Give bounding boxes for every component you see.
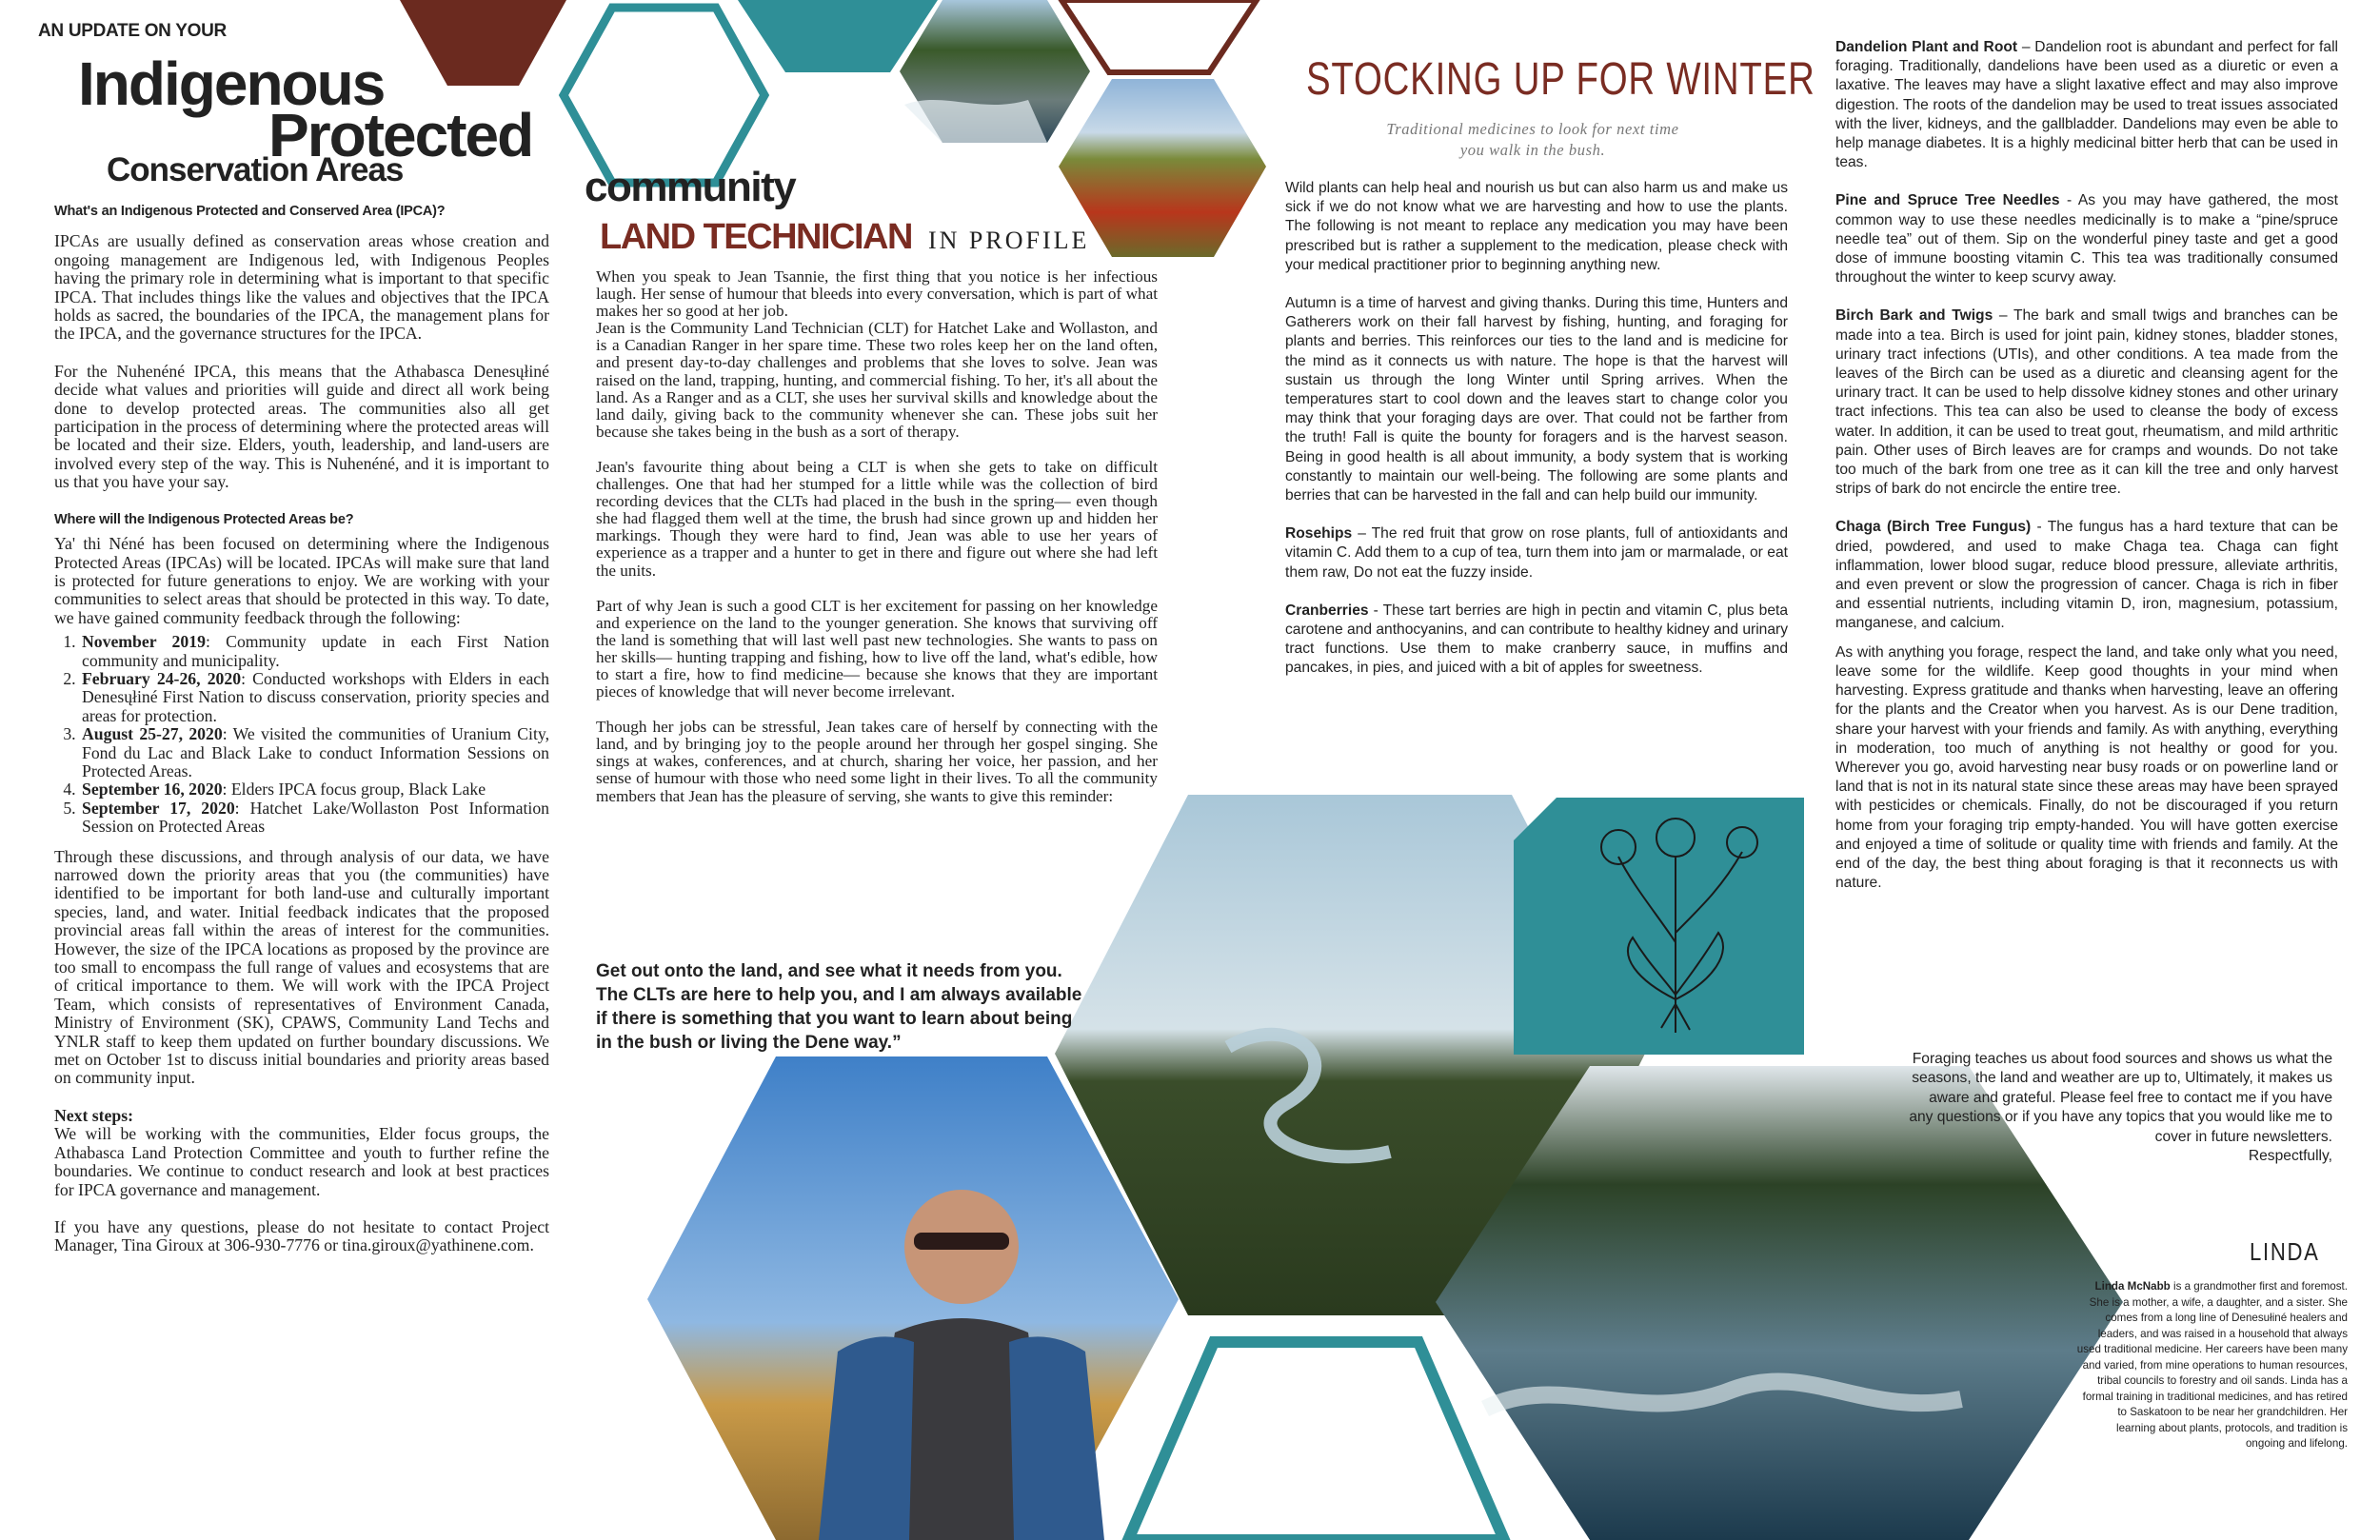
event-text: : Conducted workshops with Elders in each Denesųłiné First Nation to discuss conservation, priority species and areas for protection. [82,668,549,725]
event-text: : Hatchet Lake/Wollaston Post Information Session on Protected Areas [82,798,550,837]
paragraph: As with anything you forage, respect the land, and take only what you need, leave some for the wildlife. Keep good thoughts in your mind when harvesting. Express gratitude and thanks when harvesting, leave an offering for the plants and the Creator when you harvest. As is our Dene tradition, share your harvest with your friends and family. As with anything, everything in moderation, too much of anything is not healthy or good for you. Wherever you go, avoid harvesting near busy roads or on powerline land or land that is not in its natural state since these areas may have been sprayed with pesticides or chemicals. Finally, do not be discouraged if you return home from your foraging trip empty-handed. You will have gotten exercise and enjoyed a time of solitude or quality time with friends and family. At the end of the day, the best thing about foraging is that it reconnects us with nature. [1835,643,2338,892]
paragraph: Autumn is a time of harvest and giving thanks. During this time, Hunters and Gatherers work on their fall harvest by fishing, hunting, and foraging for plants and berries. This reinforces our ties to the land and is medicine for the mind as it connects us with nature. The hope is that the harvest will sustain us through the long Winter until Spring arrives. When the temperatures start to cool down and the leaves start to change color you may think that your foraging days are over. That could not be farther from the truth! Fall is quite the bounty for foragers and is the harvest season. Being in good health is all about immunity, a body system that is working constantly to maintain our well-being. The following are some plants and berries that can be harvested in the fall and can help build our immunity. [1285,295,1788,504]
signature: LINDA [2249,1237,2320,1266]
plant-text: - As you may have gathered, the most common way to use these needles medicinally is to make a “pine/spruce needle tea” out of them. Sip on the wonderful piney taste and get a good dose of immune boosting vitamin C. This tea was traditionally consumed throughout the winter to keep scurvy away. [1835,192,2338,286]
paragraph: Wild plants can help heal and nourish us but can also harm us and make us sick if we do not know what we are harvesting and how to use the plants. The following is not meant to replace any medication you may have been prescribed but is rather a supplement to the medication, please check with your medical practitioner prior to beginning anything new. [1285,180,1788,273]
event-text: : We visited the communities of Uranium City, Fond du Lac and Black Lake to conduct Information Sessions on Protected Areas. [82,724,549,780]
kicker: AN UPDATE ON YOUR [38,21,227,41]
section-heading: Where will the Indigenous Protected Areas be? [54,511,354,527]
paragraph: Jean's favourite thing about being a CLT is when she gets to take on difficult challenges. One that had her stumped for a little while was the collection of bird recording devices that the CLTs had placed in the bush in the spring— even though she had flagged them well at the time, the brush had since grown up and hidden her markings. Though they were hard to find, Jean was able to use her years of experience as a trapper and a hunter to get in there and figure out where she had left the units. [596,457,1158,580]
plant-text: - These tart berries are high in pectin and vitamin C, plus beta carotene and anthocyanins, and can contribute to healthy kidney and urinary tract functions. Use them to make cranberry sauce, in muffins and pancakes, in pies, and juiced with a bit of apples for sweetness. [1285,602,1788,677]
author-bio [2075,1279,2348,1452]
paragraph: Jean is the Community Land Technician (CLT) for Hatchet Lake and Wollaston, and is a Canadian Ranger in her spare time. These two roles keep her on the land often, and present day-to-day challenges and problems that she loves to solve. Jean was raised on the land, trapping, hunting, and commercial fishing. To her, it's all about the land. As a Ranger and as a CLT, she uses her survival skills and knowledge about the land daily, giving back to the community whenever she can. These jobs suit her because she takes being in the bush as a sort of therapy. [596,319,1158,441]
dandelion-illustration-panel [1514,798,1804,1055]
events-list [54,633,549,836]
paragraph [1285,524,1788,582]
event-date: September 16, 2020 [82,780,223,800]
maroon-hexagon [400,0,566,86]
heading-community: community [585,164,796,210]
paragraph [1835,191,2338,287]
plant-text: - The fungus has a hard texture that can be dried, powdered, and used to make Chaga tea. Chaga can fight inflammation, lower blood sugar, reduce blood pressure, alleviate arthritis, and even prevent or slow the progression of cancer. Chaga is rich in fiber and essential nutrients, including vitamin D, iron, magnesium, potassium, manganese, and calcium. [1835,519,2338,632]
list-item [80,725,549,780]
paragraph: When you speak to Jean Tsannie, the first thing that you notice is her infectious laugh. Her sense of humour that bleeds into every conversation, which is part of what makes her so good at her job. [596,267,1158,321]
subheading-line: you walk in the bush. [1459,141,1606,159]
section-heading: Next steps: [54,1105,134,1125]
paragraph [1835,38,2338,172]
maroon-hexagon-outline [1061,0,1257,72]
teal-hexagon-outline-bottom [1128,1342,1504,1540]
heading-stocking-up: STOCKING UP FOR WINTER [1306,54,1815,105]
paragraph: IPCAs are usually defined as conservation areas whose creation and ongoing management are Indigenous led, with Indigenous Peoples having the primary role in determining what is important to that specific IPCA. That includes things like the values and objectives that the IPCA holds as sacred, the boundaries of the IPCA, the management plans for the IPCA, and the governance structures for the IPCA. [54,231,549,344]
closing-note [1904,1050,2332,1166]
subheading [1323,119,1742,161]
heading-in-profile: IN PROFILE [928,227,1090,254]
paragraph: Through these discussions, and through analysis of our data, we have narrowed down the priority areas that you (the communities) have identified to be important for both land-use and culturally important species, land, and water. Initial feedback indicates that the proposed provincial areas fall within the areas of interest for the communities. However, the size of the IPCA locations as proposed by the province are too small to encompass the full range of values and ecosystems that are of critical importance to them. We will work with the IPCA Project Team, which consists of representatives of Environment Canada, Ministry of Environment (SK), CPAWS, Community Land Techs and YNLR staff to keep them updated on further boundary discussions. We met on October 1st to discuss initial boundaries and priority areas based on community input. [54,846,549,1088]
author-bio-text: is a grandmother first and foremost. She is a mother, a wife, a daughter, and a sister. She comes from a long line of Denesułiné healers and leaders, and was raised in a household that always used traditional medicine. Her careers have been many and varied, from mine operations to human resources, tribal councils to forestry and oil sands. Linda has a formal training in traditional medicines, and has retired to Saskatoon to be near her grandchildren. Her learning about plants, protocols, and tradition is ongoing and lifelong. [2076,1280,2348,1450]
subheading-line: Traditional medicines to look for next time [1386,120,1679,138]
plant-name: Cranberries [1285,602,1369,619]
medicines-article [1835,38,2338,893]
plant-name: Birch Bark and Twigs [1835,307,1993,325]
autumn-landscape-photo [1059,79,1266,257]
paragraph: We will be working with the communities, Elder focus groups, the Athabasca Land Protection Committee and youth to further refine the boundaries. We continue to conduct research and look at best practices for IPCA governance and management. [54,1124,549,1199]
respectfully: Respectfully, [2248,1148,2332,1165]
event-date: August 25-27, 2020 [82,724,223,744]
plant-name: Dandelion Plant and Root [1835,39,2018,55]
list-item [80,800,549,837]
paragraph: If you have any questions, please do not hesitate to contact Project Manager, Tina Giroux at 306-930-7776 or tina.giroux@yathinene.com. [54,1216,549,1255]
list-item [80,780,549,799]
list-item [80,670,549,725]
clt-profile-article [596,268,1158,805]
teal-hexagon-outline [564,8,764,183]
title-conservation-areas: Conservation Areas [107,151,404,188]
paragraph [1835,518,2338,633]
plant-name: Pine and Spruce Tree Needles [1835,192,2060,209]
plant-text: – The bark and small twigs and branches can be made into a tea. Birch is used for joint pain, kidney stones, bladder stones, urinary tract infections (UTIs), and other conditions. A tea made from the leaves of the Birch can be used as a diuretic and cleansing agent for the urinary tract. It can be used to help dissolve kidney stones and other urinary tract infections. This tea can also be used to cleanse the body of excess water. In addition, it can be used to treat gout, rheumatism, and mild arthritic pain. Other uses of Birch leaves are for cramps and wounds. Do not take too much of the bark from one tree as it can kill the tree and only harvest strips of bark do not encircle the entire tree. [1835,307,2338,498]
paragraph: For the Nuhenéné IPCA, this means that the Athabasca Denesųłiné decide what values and priorities will guide and direct all work being done to develop protected areas. The communities also all get participation in the process of determining where the protected areas will be located and their size. Elders, youth, leadership, and land-users are involved every step of the way. This is Nuhenéné, and it is important to us that you have your say. [54,361,549,492]
plant-text: – The red fruit that grow on rose plants, full of antioxidants and vitamin C. Add them to a cup of tea, turn them into jam or marmalade, or eat them raw, Do not eat the fuzzy inside. [1285,525,1788,581]
closing-text: Foraging teaches us about food sources and shows us what the seasons, the land and weather are up to, Ultimately, it makes us aware and grateful. Please feel free to contact me if you have any questions or if you have any topics that you would like me to cover in future newsletters. [1909,1051,2332,1145]
heading-land-technician: LAND TECHNICIAN [600,217,912,257]
plant-text: – Dandelion root is abundant and perfect for fall foraging. Traditionally, dandelions have been used as a diuretic or even a laxative. The leaves may have a slight laxative effect and may also improve digestion. The roots of the dandelion may be used to treat issues associated with the liver, kidneys, and the gallbladder. Dandelions may even be able to help manage diabetes. It is a highly medicinal bitter herb that can be used in teas. [1835,39,2338,171]
paragraph: Part of why Jean is such a good CLT is her excitement for passing on her knowledge and experience on the land to the younger generation. She knows that surviving off the land is something that will last well past new technologies. She wants to pass on her skills— hunting trapping and fishing, how to live off the land, what's edible, how to start a fire, how to find medicine— because she knows that they are important pieces of knowledge that will never become irrelevant. [596,596,1158,701]
paragraph [1285,602,1788,679]
title-indigenous: Indigenous [78,49,385,118]
event-date: September 17, 2020 [82,798,235,818]
author-name: Linda McNabb [2094,1280,2171,1293]
event-date: November 2019 [82,632,206,652]
section-heading: What's an Indigenous Protected and Conserved Area (IPCA)? [54,204,446,219]
ipca-article [54,203,549,1255]
plant-name: Rosehips [1285,525,1353,543]
event-text: : Elders IPCA focus group, Black Lake [222,780,486,800]
paragraph: Though her jobs can be stressful, Jean takes care of herself by connecting with the land, and by bringing joy to the people around her through her gospel singing. She sings at wakes, conferences, and at church, sharing her voice, her passion, and her sense of humour with those who need some light in their lives. To all the community members that Jean has the pleasure of serving, she wants to give this reminder: [596,718,1158,805]
paragraph: Ya' thi Néné has been focused on determining where the Indigenous Protected Areas (IPCAs) will be located. IPCAs will make sure that land is protected for future generations to enjoy. We are working with your communities to select areas that should be protected in this way. To date, we have gained community feedback through the following: [54,534,549,627]
paragraph [1835,306,2338,499]
plant-name: Chaga (Birch Tree Fungus) [1835,519,2032,536]
sunglasses [914,1233,1009,1250]
event-text: : Community update in each First Nation community and municipality. [82,632,550,670]
title-protected: Protected [268,101,533,169]
winter-article [1285,179,1788,679]
event-date: February 24-26, 2020 [82,668,242,688]
pull-quote: Get out onto the land, and see what it needs from you. The CLTs are here to help you, and I am always available if there is something that you want to learn about being in the bush or living the Dene way.” [596,961,1082,1053]
list-item [80,633,549,670]
